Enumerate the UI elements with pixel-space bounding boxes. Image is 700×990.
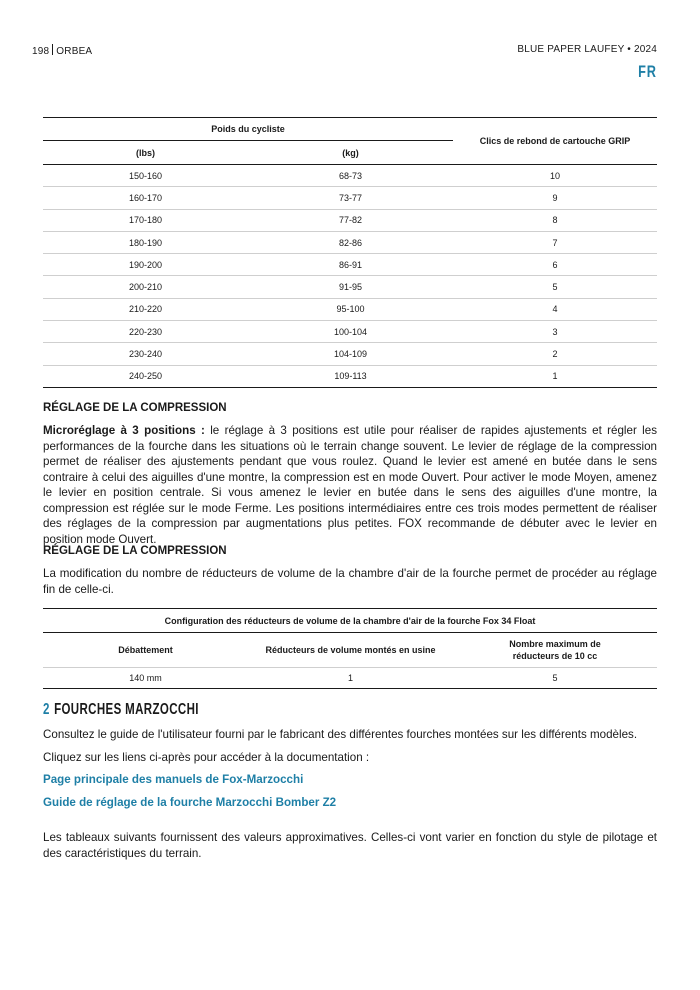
- bomber-z2-guide-link[interactable]: Guide de réglage de la fourche Marzocchi Bomber Z2: [43, 796, 337, 809]
- section-number: 2: [43, 701, 50, 718]
- lbs-header: (lbs): [43, 141, 248, 165]
- table-cell: 140 mm: [43, 668, 248, 689]
- table-row: [43, 231, 657, 253]
- rider-weight-header: Poids du cycliste: [43, 118, 453, 141]
- header-divider: [52, 44, 53, 55]
- table-row: [43, 298, 657, 320]
- table-row: [43, 209, 657, 231]
- volume-table-title: Configuration des réducteurs de volume de la chambre d'air de la fourche Fox 34 Float: [43, 609, 657, 633]
- table-row: [43, 187, 657, 209]
- table-cell: 7: [453, 231, 657, 253]
- table-cell: 150-160: [43, 165, 248, 187]
- section-heading-marzocchi: [43, 701, 199, 719]
- links-intro-paragraph: Cliquez sur les liens ci-après pour accéder à la documentation :: [43, 751, 370, 764]
- micro-adjust-lead: Microréglage à 3 positions :: [43, 424, 205, 437]
- page-header-left: [32, 44, 92, 57]
- factory-reducers-header: Réducteurs de volume montés en usine: [248, 633, 453, 668]
- page-number: 198: [32, 46, 50, 57]
- compression-paragraph: [43, 423, 657, 547]
- document-title: BLUE PAPER LAUFEY • 2024: [517, 44, 657, 55]
- table-row: [43, 321, 657, 343]
- approximate-values-paragraph: Les tableaux suivants fournissent des valeurs approximatives. Celles-ci vont varier en fonction du style de pilotage et des caractéristiques du terrain.: [43, 831, 657, 860]
- table-cell: 73-77: [248, 187, 453, 209]
- rebound-table: [43, 117, 657, 388]
- table-cell: 220-230: [43, 321, 248, 343]
- table-cell: 5: [453, 276, 657, 298]
- language-label: FR: [638, 62, 657, 81]
- table-cell: 180-190: [43, 231, 248, 253]
- table-cell: 1: [453, 365, 657, 387]
- table-row: [43, 254, 657, 276]
- table-cell: 3: [453, 321, 657, 343]
- table-cell: 2: [453, 343, 657, 365]
- table-cell: 109-113: [248, 365, 453, 387]
- user-guide-paragraph: Consultez le guide de l'utilisateur fourni par le fabricant des différentes fourches montées sur les différents modèles.: [43, 728, 638, 741]
- volume-reducer-table: [43, 608, 657, 689]
- table-cell: 210-220: [43, 298, 248, 320]
- table-row: [43, 343, 657, 365]
- table-cell: 68-73: [248, 165, 453, 187]
- table-cell: 1: [248, 668, 453, 689]
- max-reducers-header: [453, 633, 657, 668]
- table-cell: 86-91: [248, 254, 453, 276]
- section-title: FOURCHES MARZOCCHI: [54, 701, 199, 718]
- grip-clicks-header: Clics de rebond de cartouche GRIP: [453, 118, 657, 165]
- max-reducers-header-line2: réducteurs de 10 cc: [512, 651, 598, 661]
- table-cell: 9: [453, 187, 657, 209]
- table-cell: 82-86: [248, 231, 453, 253]
- section-heading-compression-2: RÉGLAGE DE LA COMPRESSION: [43, 545, 227, 557]
- brand-name: ORBEA: [56, 46, 93, 57]
- table-cell: 190-200: [43, 254, 248, 276]
- micro-adjust-text: le réglage à 3 positions est utile pour réaliser de rapides ajustements et régler les performances de la fourche dans les situations où le terrain change souvent. Le levier de réglage de la compression permet de réaliser des ajustements pendant que vous roulez. Quand le levier est amené en butée dans le sens contraire à celui des aiguilles d'une montre, la compression est en mode Ouvert. Pour activer le mode Moyen, amenez le levier en position centrale. Si vous amenez le levier en butée dans le sens des aiguilles d'une montre, la compression est réglée sur le mode Ferme. Les positions intermédiaires entre ces trois modes permettent de réaliser des réglages de la compression par augmentations plus petites. FOX recommande de débuter avec le levier en position mode Ouvert.: [43, 424, 657, 546]
- table-row: [43, 276, 657, 298]
- max-reducers-header-line1: Nombre maximum de: [509, 639, 601, 649]
- kg-header: (kg): [248, 141, 453, 165]
- table-cell: 4: [453, 298, 657, 320]
- table-cell: 100-104: [248, 321, 453, 343]
- table-cell: 170-180: [43, 209, 248, 231]
- table-row: [43, 365, 657, 387]
- table-cell: 200-210: [43, 276, 248, 298]
- fox-marzocchi-manuals-link[interactable]: Page principale des manuels de Fox-Marzocchi: [43, 773, 304, 786]
- table-cell: 91-95: [248, 276, 453, 298]
- travel-header: Débattement: [43, 633, 248, 668]
- volume-reducer-paragraph: La modification du nombre de réducteurs de volume de la chambre d'air de la fourche permet de procéder au réglage fin de celle-ci.: [43, 567, 657, 596]
- table-cell: 77-82: [248, 209, 453, 231]
- table-cell: 104-109: [248, 343, 453, 365]
- table-cell: 10: [453, 165, 657, 187]
- table-row: [43, 165, 657, 187]
- table-cell: 160-170: [43, 187, 248, 209]
- table-cell: 230-240: [43, 343, 248, 365]
- table-cell: 95-100: [248, 298, 453, 320]
- table-cell: 6: [453, 254, 657, 276]
- table-cell: 5: [453, 668, 657, 689]
- section-heading-compression-1: RÉGLAGE DE LA COMPRESSION: [43, 402, 227, 414]
- table-cell: 240-250: [43, 365, 248, 387]
- table-cell: 8: [453, 209, 657, 231]
